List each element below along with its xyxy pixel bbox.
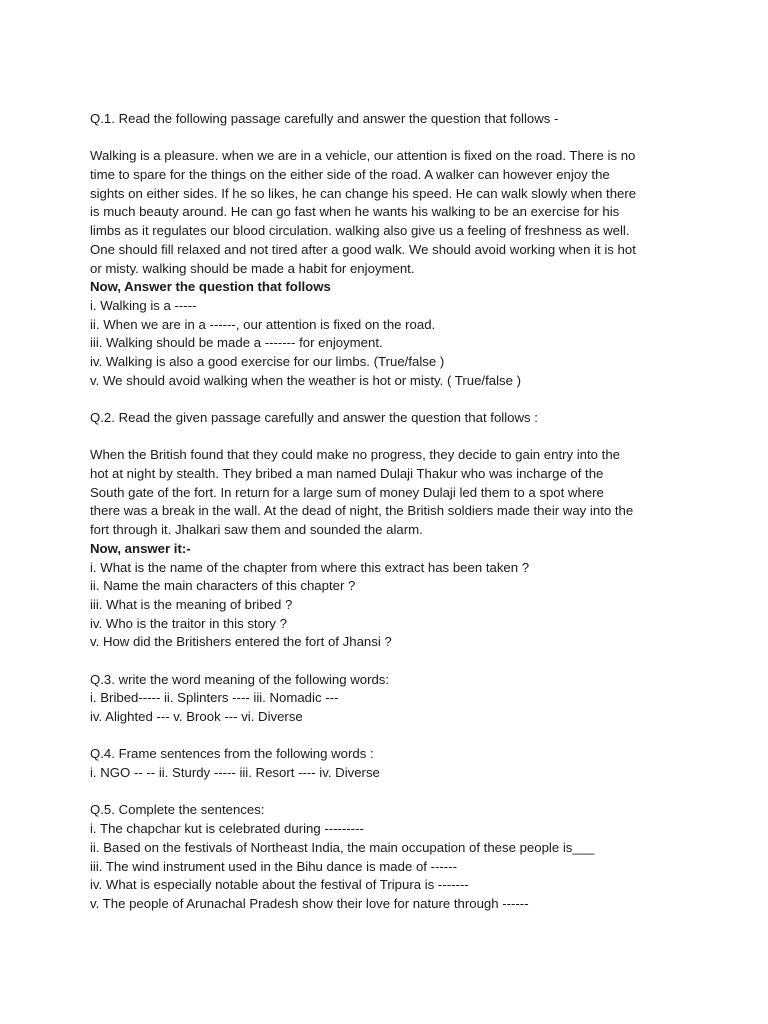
spacer	[90, 652, 750, 671]
q1-question: iii. Walking should be made a ------- for enjoyment.	[90, 335, 383, 351]
q1-question: ii. When we are in a ------, our attention is fixed on the road.	[90, 316, 436, 332]
q5-line: ii. Based on the festivals of Northeast India, the main occupation of these people is___	[90, 839, 595, 855]
q4-heading: Q.4. Frame sentences from the following words :	[90, 746, 374, 762]
q1-question: iv. Walking is also a good exercise for our limbs. (True/false )	[90, 353, 445, 369]
q4-line: i. NGO -- -- ii. Sturdy ----- iii. Resort ---- iv. Diverse	[90, 765, 380, 781]
q5-line: iv. What is especially notable about the festival of Tripura is -------	[90, 877, 469, 893]
q1-passage-line: is much beauty around. He can go fast when he wants his walking to be an exercise for his	[90, 204, 620, 220]
q2-passage-line: there was a break in the wall. At the dead of night, the British soldiers made their way into the	[90, 503, 634, 519]
q1-passage-line: sights on either sides. If he so likes, he can change his speed. He can walk slowly when there	[90, 185, 637, 201]
q1-passage-line: or misty. walking should be made a habit for enjoyment.	[90, 260, 415, 276]
q2-question: iii. What is the meaning of bribed ?	[90, 596, 293, 612]
q1-passage-line: Walking is a pleasure. when we are in a vehicle, our attention is fixed on the road. There is no	[90, 148, 636, 164]
q2-passage-line: When the British found that they could make no progress, they decide to gain entry into the	[90, 447, 621, 463]
q2-passage-line: fort through it. Jhalkari saw them and sounded the alarm.	[90, 522, 423, 538]
q1-questions	[90, 297, 750, 390]
q3-line: iv. Alighted --- v. Brook --- vi. Diverse	[90, 709, 303, 724]
q1-passage-line: time to spare for the things on the either side of the road. A walker can however enjoy the	[90, 167, 610, 183]
q2-passage-line: South gate of the fort. In return for a large sum of money Dulaji led them to a spot where	[90, 484, 604, 500]
q2-question: v. How did the Britishers entered the fort of Jhansi ?	[90, 634, 392, 650]
q5-line: i. The chapchar kut is celebrated during ---------	[90, 821, 364, 837]
q2-questions	[90, 559, 750, 652]
spacer	[90, 129, 750, 148]
q2-passage-line: hot at night by stealth. They bribed a man named Dulaji Thakur who was incharge of the	[90, 466, 604, 482]
document-page	[90, 110, 750, 914]
q2-question: iv. Who is the traitor in this story ?	[90, 615, 287, 631]
q1-passage-line: limbs as it regulates our blood circulation. walking also give us a feeling of freshness as well.	[90, 223, 630, 239]
spacer	[90, 428, 750, 447]
q5-heading: Q.5. Complete the sentences:	[90, 802, 265, 818]
q5-line: iii. The wind instrument used in the Bihu dance is made of ------	[90, 858, 457, 874]
q2-question: ii. Name the main characters of this chapter ?	[90, 578, 356, 594]
q2-question: i. What is the name of the chapter from where this extract has been taken ?	[90, 559, 530, 575]
q1-instruction: Now, Answer the question that follows	[90, 279, 331, 295]
q2-instruction: Now, answer it:-	[90, 540, 191, 556]
spacer	[90, 390, 750, 409]
q1-question: v. We should avoid walking when the weather is hot or misty. ( True/false )	[90, 372, 521, 388]
q2-heading: Q.2. Read the given passage carefully and answer the question that follows :	[90, 410, 538, 425]
q1-question: i. Walking is a -----	[90, 297, 197, 313]
q3-line: i. Bribed----- ii. Splinters ---- iii. Nomadic ---	[90, 690, 339, 706]
q1-passage	[90, 147, 750, 278]
q2-passage	[90, 446, 750, 539]
spacer	[90, 783, 750, 802]
q5-line: v. The people of Arunachal Pradesh show their love for nature through ------	[90, 895, 529, 911]
q1-heading: Q.1. Read the following passage carefully and answer the question that follows -	[90, 111, 559, 126]
spacer	[90, 727, 750, 746]
q3-heading: Q.3. write the word meaning of the following words:	[90, 671, 390, 687]
q1-passage-line: One should fill relaxed and not tired after a good walk. We should avoid working when it is hot	[90, 241, 636, 257]
